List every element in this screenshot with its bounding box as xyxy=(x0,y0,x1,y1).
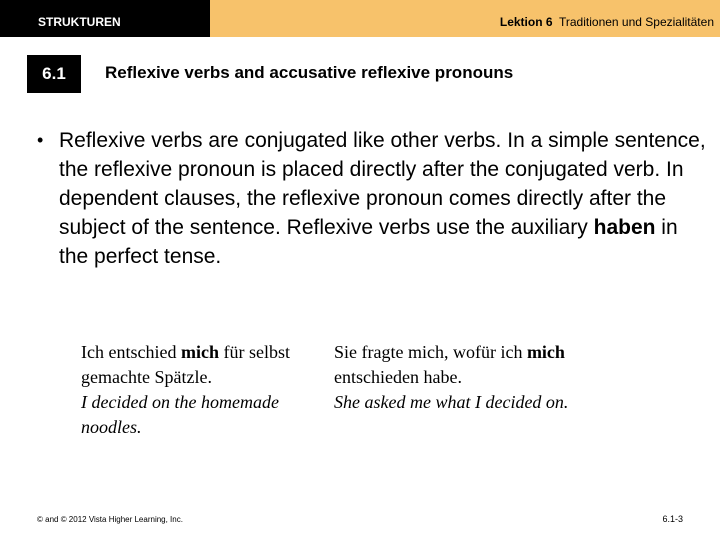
bullet-text xyxy=(59,126,707,271)
example-german-part: Sie fragte mich, wofür ich xyxy=(334,342,527,362)
header-bar xyxy=(0,0,720,37)
example-sentence-1 xyxy=(81,340,326,440)
lesson-heading xyxy=(500,15,714,29)
example-german xyxy=(334,342,565,387)
bullet-icon: • xyxy=(37,130,44,150)
example-german-part: Ich entschied xyxy=(81,342,181,362)
page-number: 6.1-3 xyxy=(662,514,683,524)
example-german-part: entschieden habe. xyxy=(334,367,462,387)
example-english: She asked me what I decided on. xyxy=(334,392,569,412)
example-english: I decided on the homemade noodles. xyxy=(81,392,279,437)
bullet-bold-term: haben xyxy=(593,216,656,239)
example-german xyxy=(81,342,290,387)
copyright-notice: © and © 2012 Vista Higher Learning, Inc. xyxy=(37,515,183,524)
example-german-bold: mich xyxy=(526,342,565,362)
lesson-label: Lektion 6 xyxy=(499,15,553,29)
bullet-paragraph xyxy=(37,126,707,271)
lesson-bar xyxy=(210,0,720,37)
bullet-text-part: in the perfect tense. xyxy=(59,216,678,268)
chapter-tab xyxy=(0,0,210,37)
lesson-title: Traditionen und Spezialitäten xyxy=(559,15,714,29)
example-german-bold: mich xyxy=(180,342,219,362)
bullet-text-part: Reflexive verbs are conjugated like other verbs. In a simple sentence, the reflexive pronoun is placed directly after the conjugated verb. In dependent clauses, the reflexive pronoun comes directly after the subject of the sentence. Reflexive verbs use the auxiliary xyxy=(59,129,706,239)
example-german-part: für selbst gemachte Spätzle. xyxy=(81,342,290,387)
section-number-badge: 6.1 xyxy=(27,55,81,93)
chapter-label: STRUKTUREN xyxy=(38,15,121,29)
section-title: Reflexive verbs and accusative reflexive pronouns xyxy=(105,63,514,82)
example-sentence-2 xyxy=(334,340,624,415)
